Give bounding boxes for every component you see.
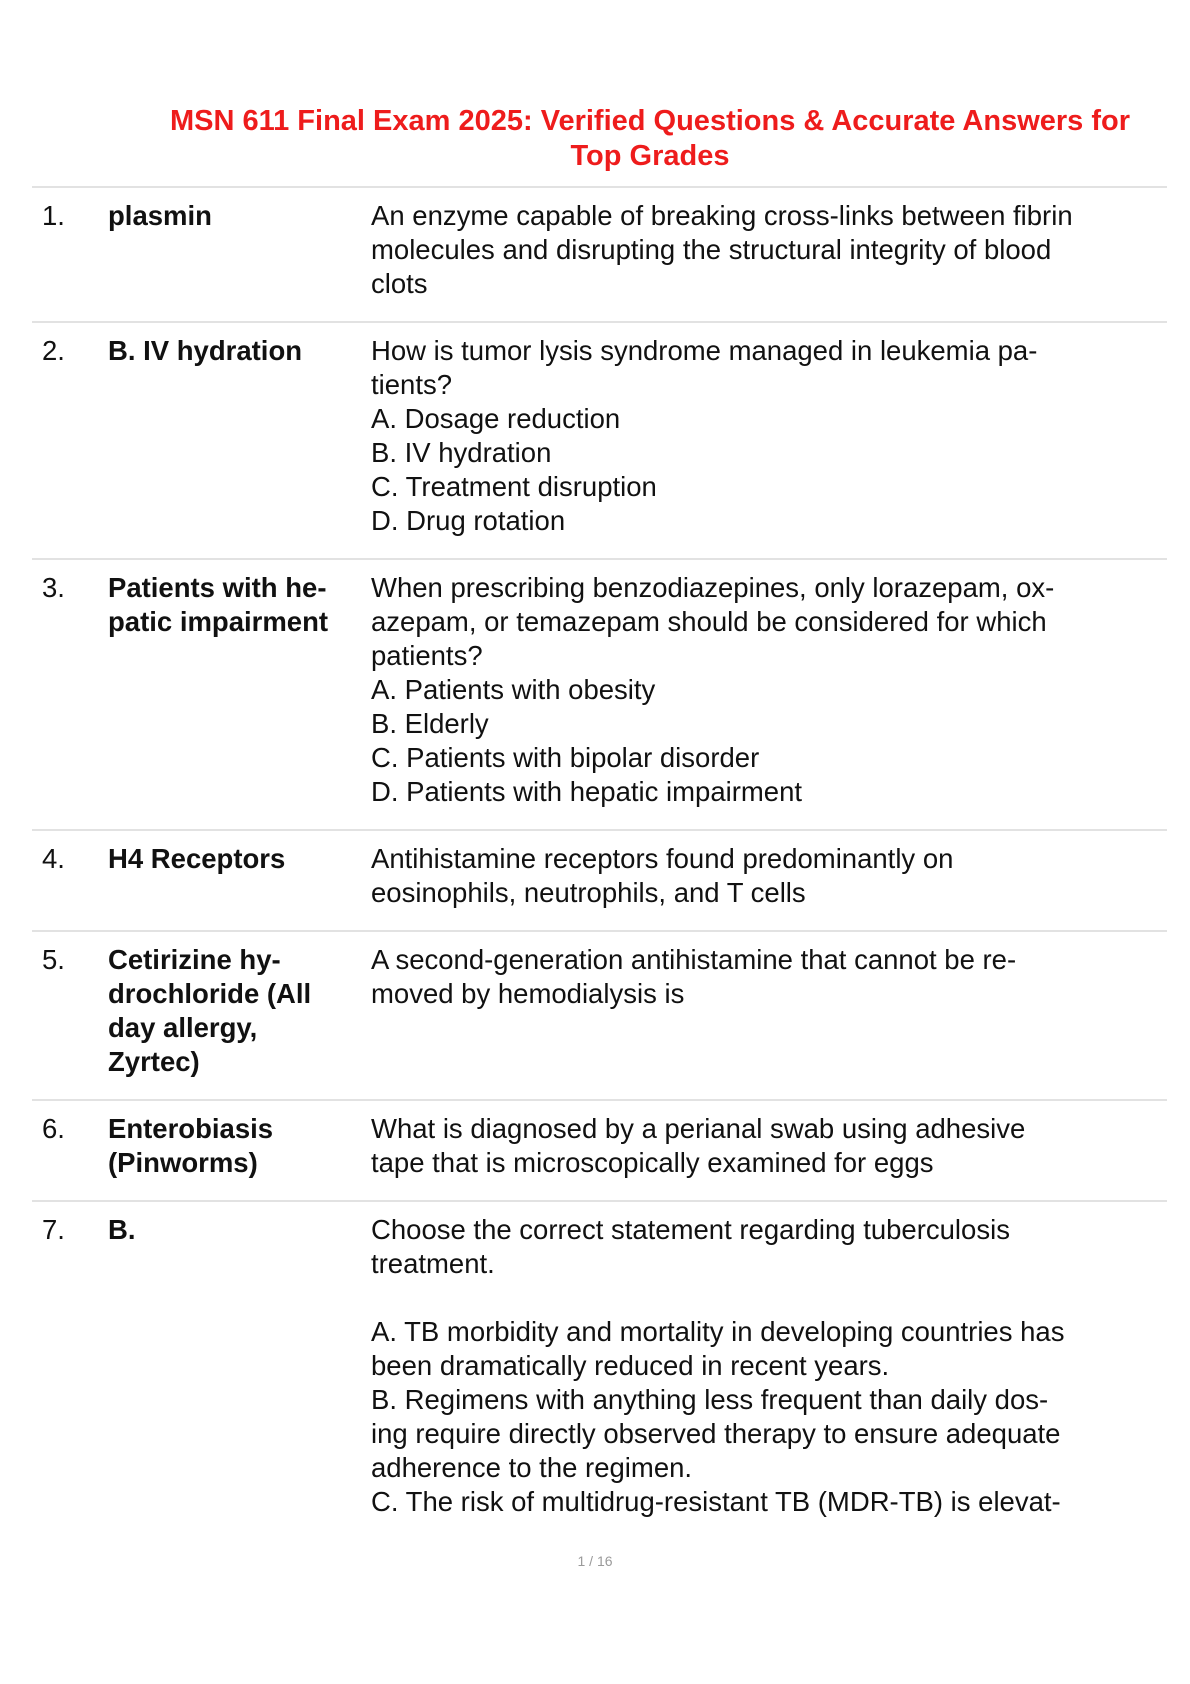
term-line: B. IV hydration [108, 335, 303, 366]
qa-item [32, 1101, 1167, 1202]
term-line: patic impairment [108, 606, 329, 637]
option-b: B. Regimens with anything less frequent than daily dos- [371, 1384, 1049, 1415]
item-term [108, 334, 371, 538]
qa-item [32, 188, 1167, 323]
item-term [108, 571, 371, 809]
option-c: C. Treatment disruption [371, 471, 657, 502]
definition-line: tients? [371, 369, 453, 400]
definition-line: azepam, or temazepam should be considered for which [371, 606, 1047, 637]
term-line: H4 Receptors [108, 843, 286, 874]
item-number: 3. [42, 572, 65, 603]
term-line: plasmin [108, 200, 212, 231]
term-line: Patients with he- [108, 572, 327, 603]
item-number: 5. [42, 944, 65, 975]
title-line: MSN 611 Final Exam 2025: Verified Questions & Accurate Answers for [169, 105, 1131, 137]
qa-item [32, 560, 1167, 831]
item-term [108, 943, 371, 1079]
item-definition [371, 199, 1167, 301]
item-number: 4. [42, 843, 65, 874]
definition-line: Antihistamine receptors found predominantly on [371, 843, 954, 874]
term-line: Enterobiasis [108, 1113, 274, 1144]
definition-line: What is diagnosed by a perianal swab using adhesive [371, 1113, 1026, 1144]
option-d: D. Patients with hepatic impairment [371, 776, 803, 807]
item-definition [371, 334, 1167, 538]
item-definition [371, 842, 1167, 910]
definition-line: A second-generation antihistamine that cannot be re- [371, 944, 1017, 975]
item-definition [371, 1112, 1167, 1180]
term-line: Cetirizine hy- [108, 944, 281, 975]
qa-item [32, 323, 1167, 560]
option-a: A. Dosage reduction [371, 403, 621, 434]
option-c: C. Patients with bipolar disorder [371, 742, 760, 773]
option-c: C. The risk of multidrug-resistant TB (MDR-TB) is elevat- [371, 1486, 1061, 1517]
term-line: Zyrtec) [108, 1046, 200, 1077]
qa-item [32, 932, 1167, 1101]
definition-line: treatment. [371, 1248, 495, 1279]
item-definition [371, 1213, 1167, 1519]
definition-line: tape that is microscopically examined for eggs [371, 1147, 934, 1178]
definition-line: How is tumor lysis syndrome managed in leukemia pa- [371, 335, 1038, 366]
definition-line: molecules and disrupting the structural integrity of blood [371, 234, 1052, 265]
item-number: 6. [42, 1113, 65, 1144]
definition-line: patients? [371, 640, 483, 671]
definition-line: clots [371, 268, 428, 299]
term-line: drochloride (All [108, 978, 312, 1009]
qa-list [32, 186, 1167, 1539]
definition-line: adherence to the regimen. [371, 1452, 693, 1483]
definition-line: Choose the correct statement regarding tuberculosis [371, 1214, 1010, 1245]
term-line: day allergy, [108, 1012, 258, 1043]
definition-line: eosinophils, neutrophils, and T cells [371, 877, 806, 908]
definition-line: ing require directly observed therapy to ensure adequate [371, 1418, 1061, 1449]
term-line: (Pinworms) [108, 1147, 258, 1178]
definition-line: moved by hemodialysis is [371, 978, 685, 1009]
definition-line: been dramatically reduced in recent years. [371, 1350, 890, 1381]
item-number: 1. [42, 200, 65, 231]
item-definition [371, 943, 1167, 1079]
option-a: A. TB morbidity and mortality in developing countries has [371, 1316, 1065, 1347]
item-number: 7. [42, 1214, 65, 1245]
option-b: B. IV hydration [371, 437, 552, 468]
option-a: A. Patients with obesity [371, 674, 656, 705]
item-term [108, 199, 371, 301]
item-number: 2. [42, 335, 65, 366]
definition-line: When prescribing benzodiazepines, only lorazepam, ox- [371, 572, 1055, 603]
definition-line: An enzyme capable of breaking cross-links between fibrin [371, 200, 1073, 231]
term-line: B. [108, 1214, 136, 1245]
document-title [130, 104, 1170, 174]
title-line: Top Grades [570, 140, 730, 172]
qa-item [32, 831, 1167, 932]
item-definition [371, 571, 1167, 809]
item-term [108, 1213, 371, 1519]
option-b: B. Elderly [371, 708, 489, 739]
qa-item [32, 1202, 1167, 1539]
page-indicator: 1 / 16 [577, 1553, 613, 1569]
item-term [108, 1112, 371, 1180]
paragraph-gap [371, 1281, 1157, 1315]
option-d: D. Drug rotation [371, 505, 566, 536]
item-term [108, 842, 371, 910]
